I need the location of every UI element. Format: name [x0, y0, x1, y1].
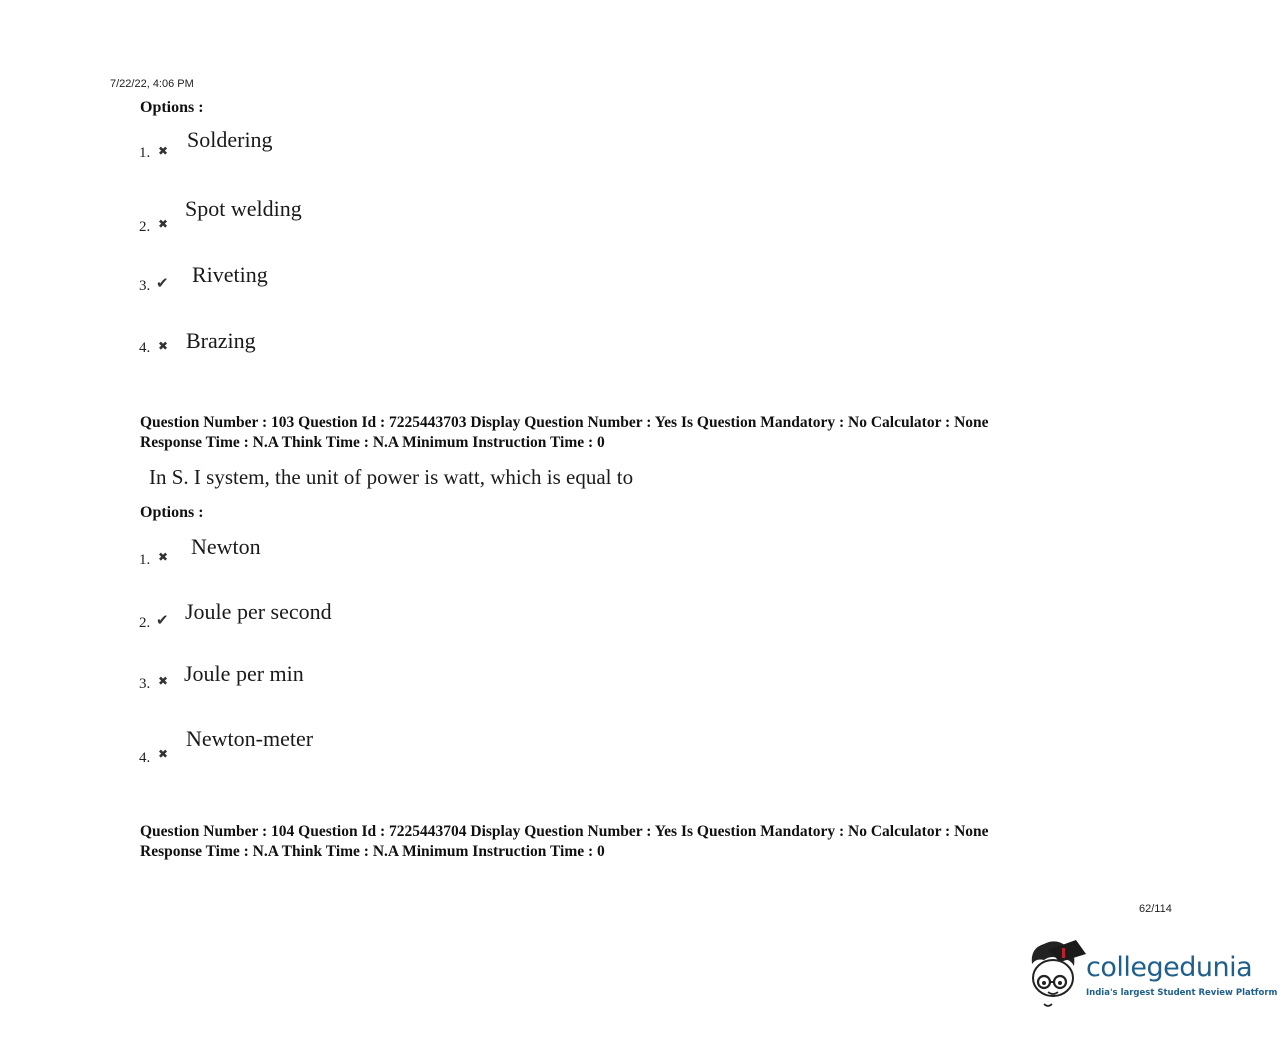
option-text: Newton: [191, 534, 261, 559]
wrong-mark-icon: ✖: [158, 674, 169, 688]
question-meta-line: Response Time : N.A Think Time : N.A Minimum Instruction Time : 0: [140, 843, 605, 860]
mascot-icon: [1026, 938, 1088, 1010]
wrong-mark-icon: ✖: [158, 339, 169, 353]
question-meta-line: Question Number : 103 Question Id : 7225443703 Display Question Number : Yes Is Question Mandatory : No Calculator : None: [140, 414, 989, 431]
option-number: 2.: [139, 219, 151, 235]
wrong-mark-icon: ✖: [158, 550, 169, 564]
option-number: 3.: [139, 676, 151, 692]
correct-check-icon: ✔: [156, 274, 169, 292]
collegedunia-logo: [1026, 938, 1278, 1010]
option-number: 3.: [139, 278, 151, 294]
option-number: 1.: [139, 145, 151, 161]
correct-check-icon: ✔: [156, 611, 169, 629]
question-meta-line: Response Time : N.A Think Time : N.A Minimum Instruction Time : 0: [140, 434, 605, 451]
option-text: Joule per min: [184, 661, 304, 686]
option-number: 4.: [139, 750, 151, 766]
option-text: Riveting: [192, 262, 268, 287]
option-text: Brazing: [186, 328, 256, 353]
options-label: Options :: [140, 504, 204, 521]
logo-tagline: India's largest Student Review Platform: [1086, 988, 1278, 998]
print-timestamp: 7/22/22, 4:06 PM: [110, 78, 194, 90]
question-text: In S. I system, the unit of power is watt, which is equal to: [149, 465, 634, 489]
option-text: Spot welding: [185, 196, 302, 221]
wrong-mark-icon: ✖: [158, 747, 169, 761]
option-number: 1.: [139, 552, 151, 568]
option-text: Soldering: [187, 127, 273, 152]
wrong-mark-icon: ✖: [158, 144, 169, 158]
wrong-mark-icon: ✖: [158, 217, 169, 231]
option-text: Joule per second: [185, 599, 332, 624]
question-meta: [140, 413, 989, 453]
page-number: 62/114: [1139, 903, 1172, 915]
question-meta-line: Question Number : 104 Question Id : 7225443704 Display Question Number : Yes Is Question Mandatory : No Calculator : None: [140, 823, 989, 840]
option-number: 4.: [139, 340, 151, 356]
question-meta: [140, 822, 989, 862]
option-number: 2.: [139, 615, 151, 631]
logo-wordmark: collegedunia: [1086, 952, 1253, 983]
option-text: Newton-meter: [186, 726, 314, 751]
options-label: Options :: [140, 99, 204, 116]
